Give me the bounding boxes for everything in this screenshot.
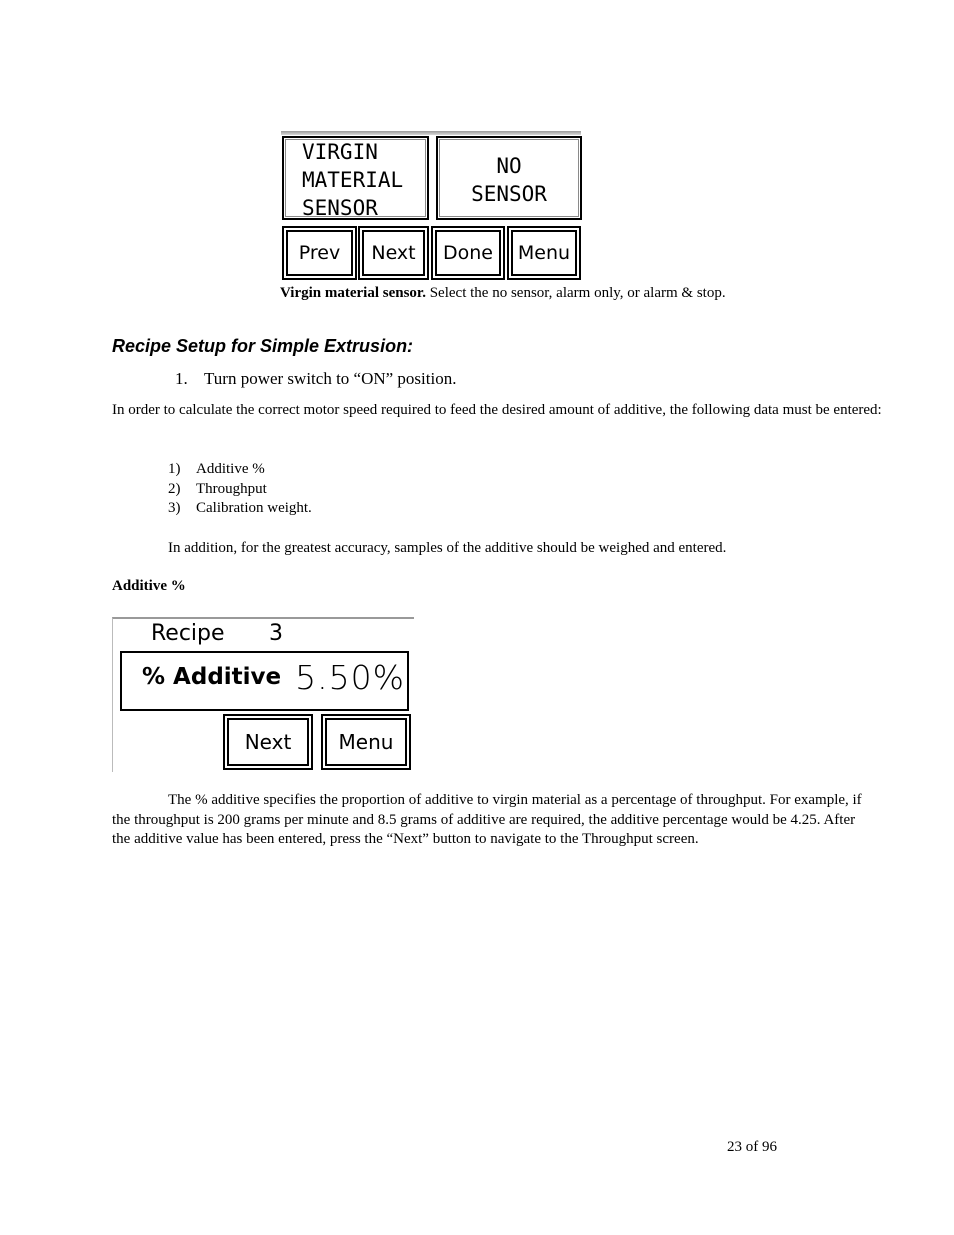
list-number: 2) bbox=[168, 480, 181, 497]
list-text: Throughput bbox=[196, 480, 267, 497]
data-list bbox=[168, 460, 312, 519]
step-number: 1. bbox=[175, 369, 188, 388]
section-heading: Recipe Setup for Simple Extrusion: bbox=[112, 336, 414, 356]
page-number: 23 of 96 bbox=[727, 1139, 777, 1155]
no-sensor-option-button[interactable] bbox=[436, 136, 582, 220]
recipe-additive-screen bbox=[112, 617, 414, 772]
additive-field[interactable] bbox=[120, 651, 409, 711]
list-number: 3) bbox=[168, 500, 181, 516]
accuracy-paragraph: In addition, for the greatest accuracy, samples of the additive should be weighed and entered. bbox=[168, 540, 727, 556]
additive-label: % Additive bbox=[142, 664, 282, 690]
menu-button[interactable]: Menu bbox=[321, 714, 411, 770]
panel-line: MATERIAL bbox=[302, 168, 404, 192]
next-button[interactable]: Next bbox=[223, 714, 313, 770]
panel-line: NO bbox=[496, 154, 522, 178]
list-item bbox=[168, 480, 312, 500]
list-item bbox=[168, 460, 312, 480]
recipe-label: Recipe bbox=[151, 621, 225, 646]
panel-line: SENSOR bbox=[471, 182, 547, 206]
panel-line: VIRGIN bbox=[302, 140, 378, 164]
additive-heading: Additive % bbox=[112, 578, 186, 594]
additive-paragraph: The % additive specifies the proportion of additive to virgin material as a percentage of throughput. For example, if the throughput is 200 grams per minute and 8.5 grams of additive are required, the additive percentage would be 4.25. After the additive value has been entered, press the “Next” button to navigate to the Throughput screen. bbox=[112, 792, 862, 847]
step-item bbox=[175, 369, 456, 389]
list-text: Calibration weight. bbox=[196, 500, 312, 516]
prev-button[interactable]: Prev bbox=[282, 226, 357, 280]
done-button[interactable]: Done bbox=[431, 226, 505, 280]
next-button[interactable]: Next bbox=[358, 226, 429, 280]
caption-text: Select the no sensor, alarm only, or alarm & stop. bbox=[425, 285, 726, 301]
figure-caption bbox=[280, 285, 726, 302]
virgin-material-sensor-screen bbox=[281, 131, 581, 283]
intro-paragraph: In order to calculate the correct motor speed required to feed the desired amount of additive, the following data must be entered: bbox=[112, 402, 882, 418]
step-text: Turn power switch to “ON” position. bbox=[204, 369, 457, 388]
menu-button[interactable]: Menu bbox=[507, 226, 581, 280]
virgin-material-sensor-label-panel bbox=[282, 136, 429, 220]
caption-bold: Virgin material sensor. bbox=[280, 285, 426, 301]
additive-value: 5.50% bbox=[295, 658, 405, 697]
screen-top-border bbox=[281, 131, 581, 135]
list-item bbox=[168, 499, 312, 519]
list-number: 1) bbox=[168, 461, 181, 477]
panel-line: SENSOR bbox=[302, 196, 378, 220]
list-text: Additive % bbox=[196, 461, 265, 477]
recipe-number: 3 bbox=[269, 621, 283, 646]
